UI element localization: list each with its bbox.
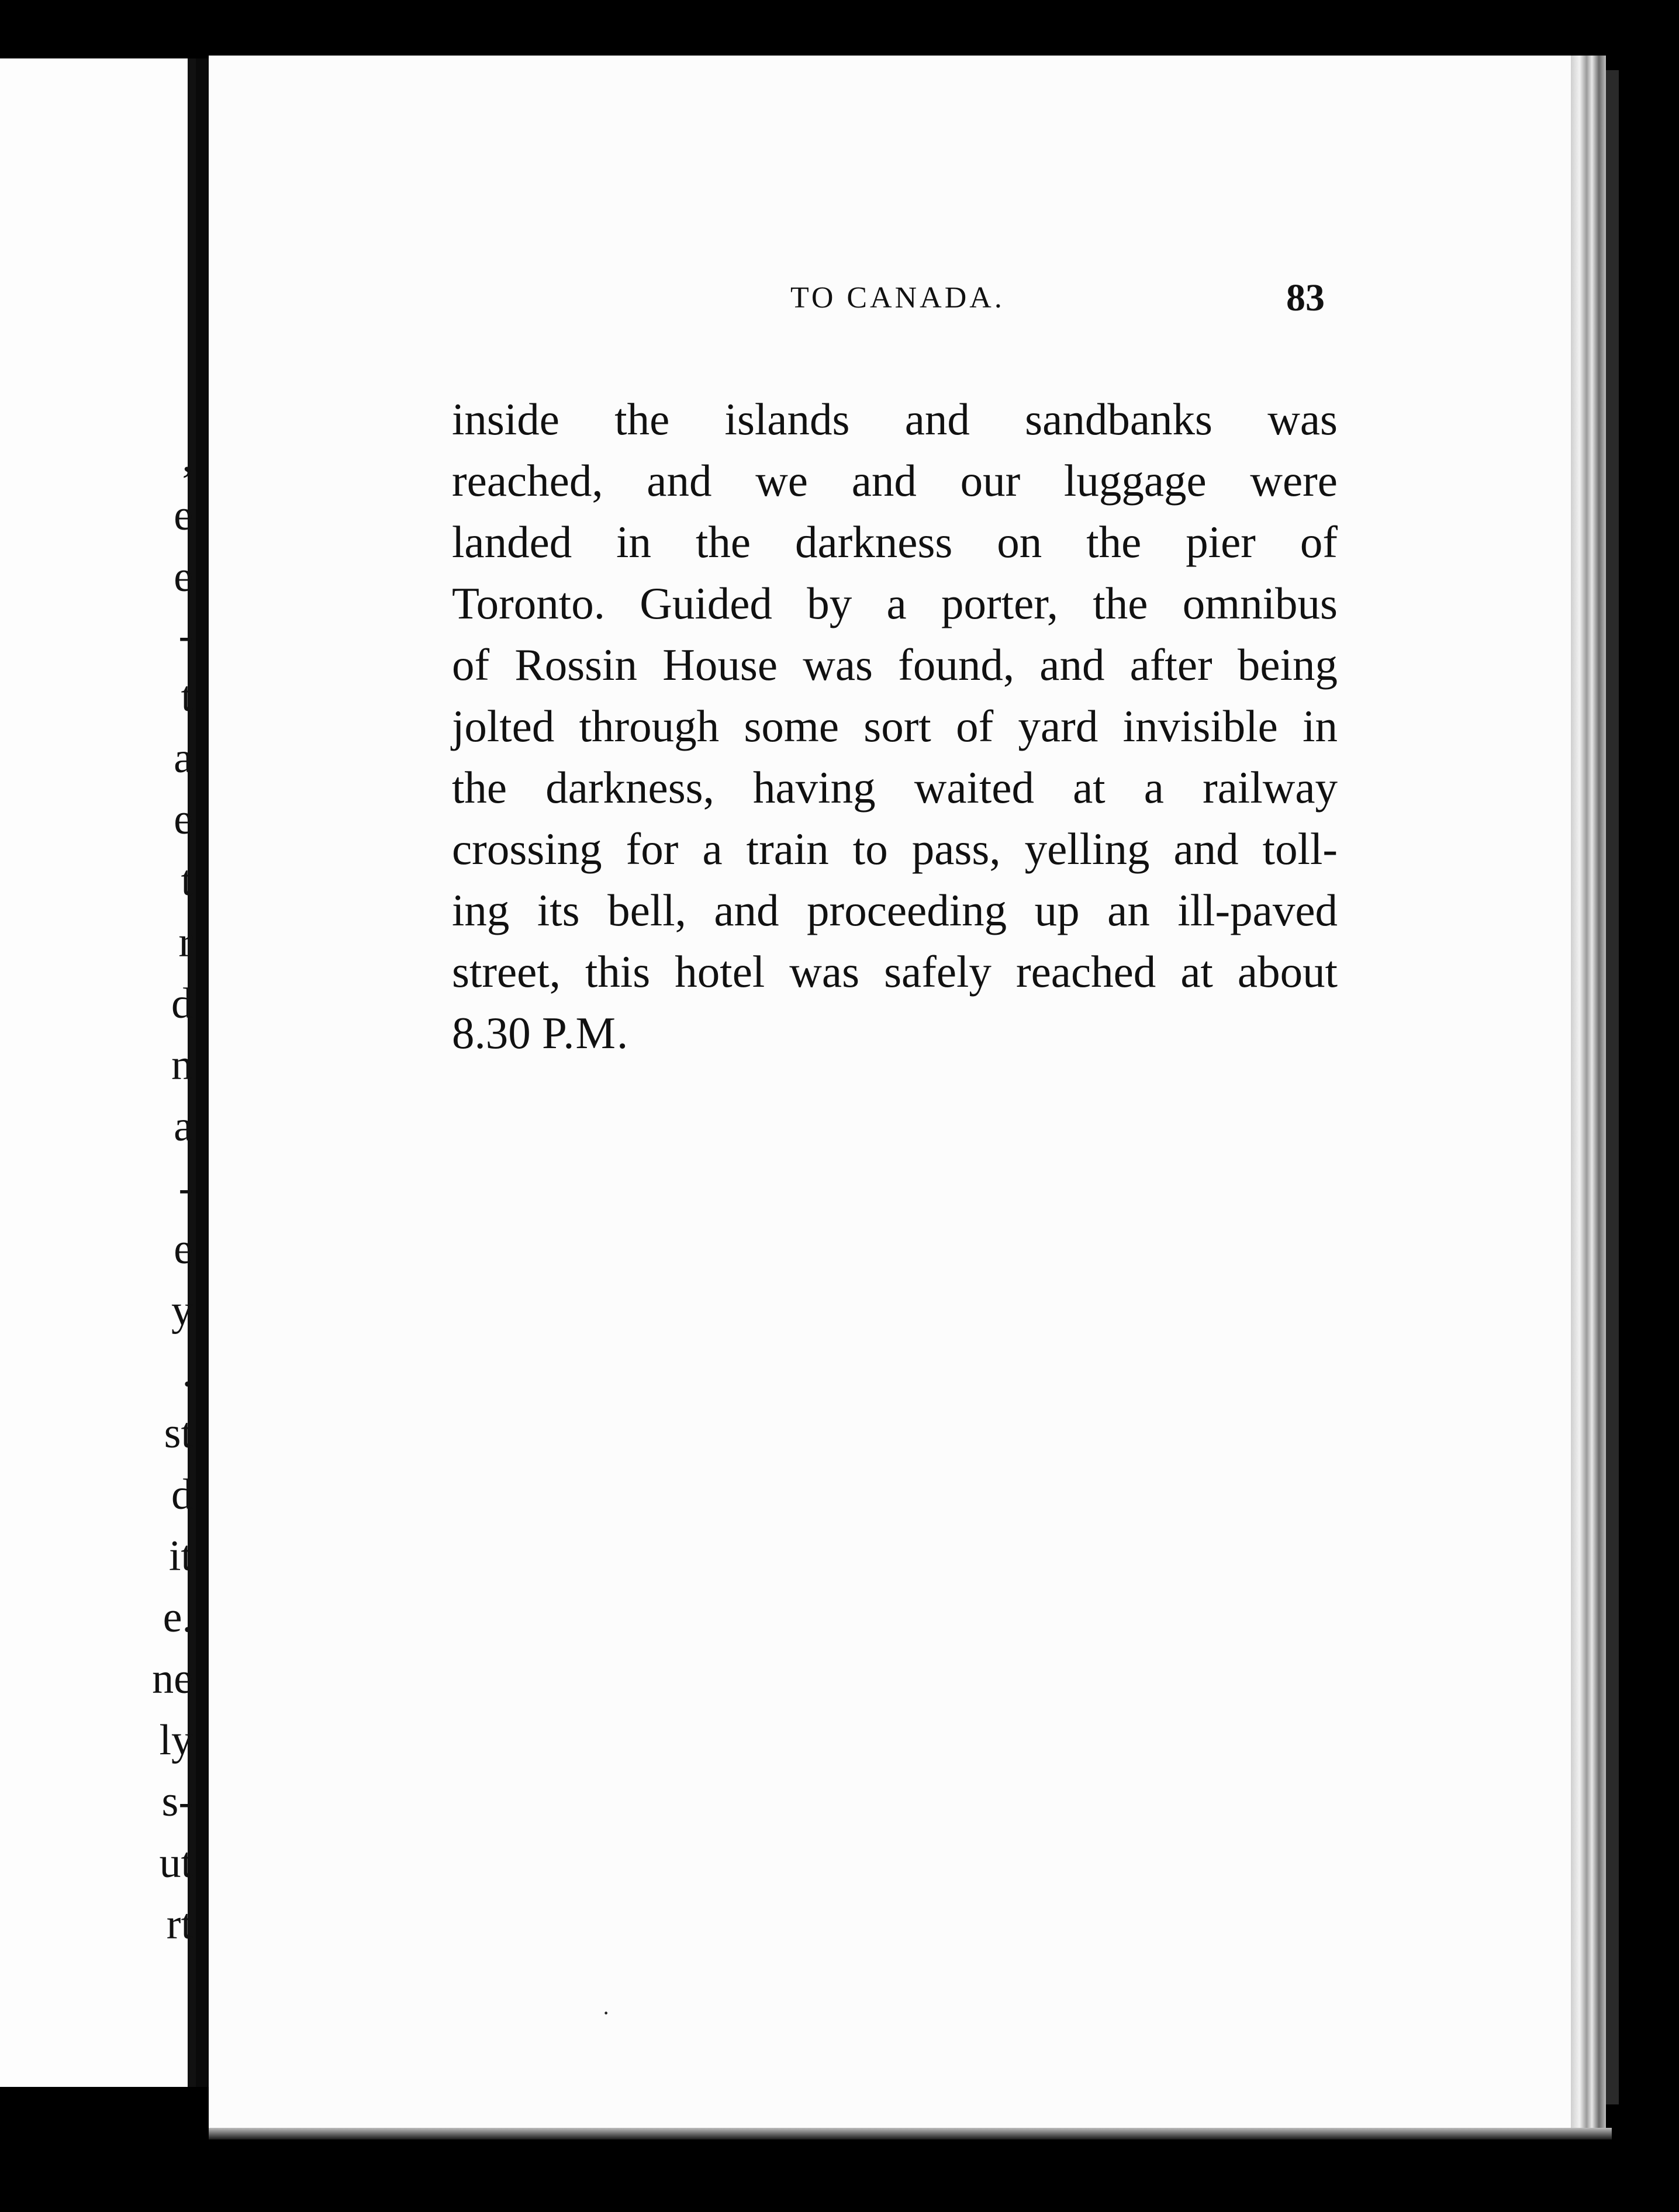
- left-fragment: it: [168, 1532, 193, 1580]
- left-fragment: n: [171, 1041, 193, 1089]
- left-fragment: e.: [163, 1594, 193, 1641]
- left-fragment: d: [171, 980, 193, 1028]
- text-line: inside the islands and sandbanks was: [452, 394, 1338, 444]
- left-fragment: ,: [182, 433, 193, 481]
- left-fragment: y: [171, 1287, 193, 1335]
- text-line-final: [452, 1003, 1338, 1064]
- left-fragment: .: [182, 1348, 193, 1396]
- left-fragment: r: [178, 918, 193, 966]
- print-speck: ·: [602, 2000, 610, 2026]
- text-line: the darkness, having waited at a railway: [452, 762, 1338, 813]
- left-fragment: e: [174, 553, 193, 601]
- text-line: ing its bell, and proceeding up an ill-paved: [452, 885, 1338, 935]
- left-fragment: s-: [161, 1778, 193, 1826]
- text-line: jolted through some sort of yard invisible in: [452, 701, 1338, 751]
- text-line: crossing for a train to pass, yelling and toll-: [452, 824, 1338, 874]
- left-fragment: -: [178, 1164, 193, 1212]
- text-line: Toronto. Guided by a porter, the omnibus: [452, 578, 1338, 628]
- left-fragment: d: [171, 1471, 193, 1519]
- page-fore-edge: [1571, 56, 1606, 2137]
- left-fragment: e: [174, 492, 193, 540]
- book-gutter: [196, 58, 209, 2087]
- time-value: 8.30: [452, 1008, 531, 1058]
- left-fragment: e: [174, 1225, 193, 1273]
- left-fragment: a: [174, 734, 193, 782]
- left-fragment: ne: [152, 1655, 193, 1703]
- left-fragment: rt: [166, 1900, 193, 1948]
- left-fragment: ut: [159, 1839, 193, 1887]
- text-line: landed in the darkness on the pier of: [452, 517, 1338, 567]
- running-head: TO CANADA.: [790, 281, 1005, 314]
- right-page: [209, 56, 1571, 2131]
- left-fragment: t: [181, 857, 193, 905]
- page-fore-edge-shadow: [1606, 70, 1619, 2104]
- text-line: street, this hotel was safely reached at about: [452, 946, 1338, 997]
- left-fragment: ly: [159, 1716, 193, 1764]
- left-page-fragment: [0, 58, 196, 2087]
- left-fragment: e: [174, 796, 193, 844]
- time-meridiem: P.M.: [542, 1008, 630, 1058]
- body-text: [452, 389, 1338, 1064]
- left-fragment: -: [178, 611, 193, 659]
- text-line: reached, and we and our luggage were: [452, 455, 1338, 506]
- left-fragment: t: [181, 673, 193, 721]
- left-fragment: a: [174, 1102, 193, 1150]
- page-bottom-edge: [209, 2128, 1612, 2140]
- page-number: 83: [1286, 276, 1325, 319]
- text-line: of Rossin House was found, and after being: [452, 640, 1338, 690]
- left-fragment: st: [164, 1409, 193, 1457]
